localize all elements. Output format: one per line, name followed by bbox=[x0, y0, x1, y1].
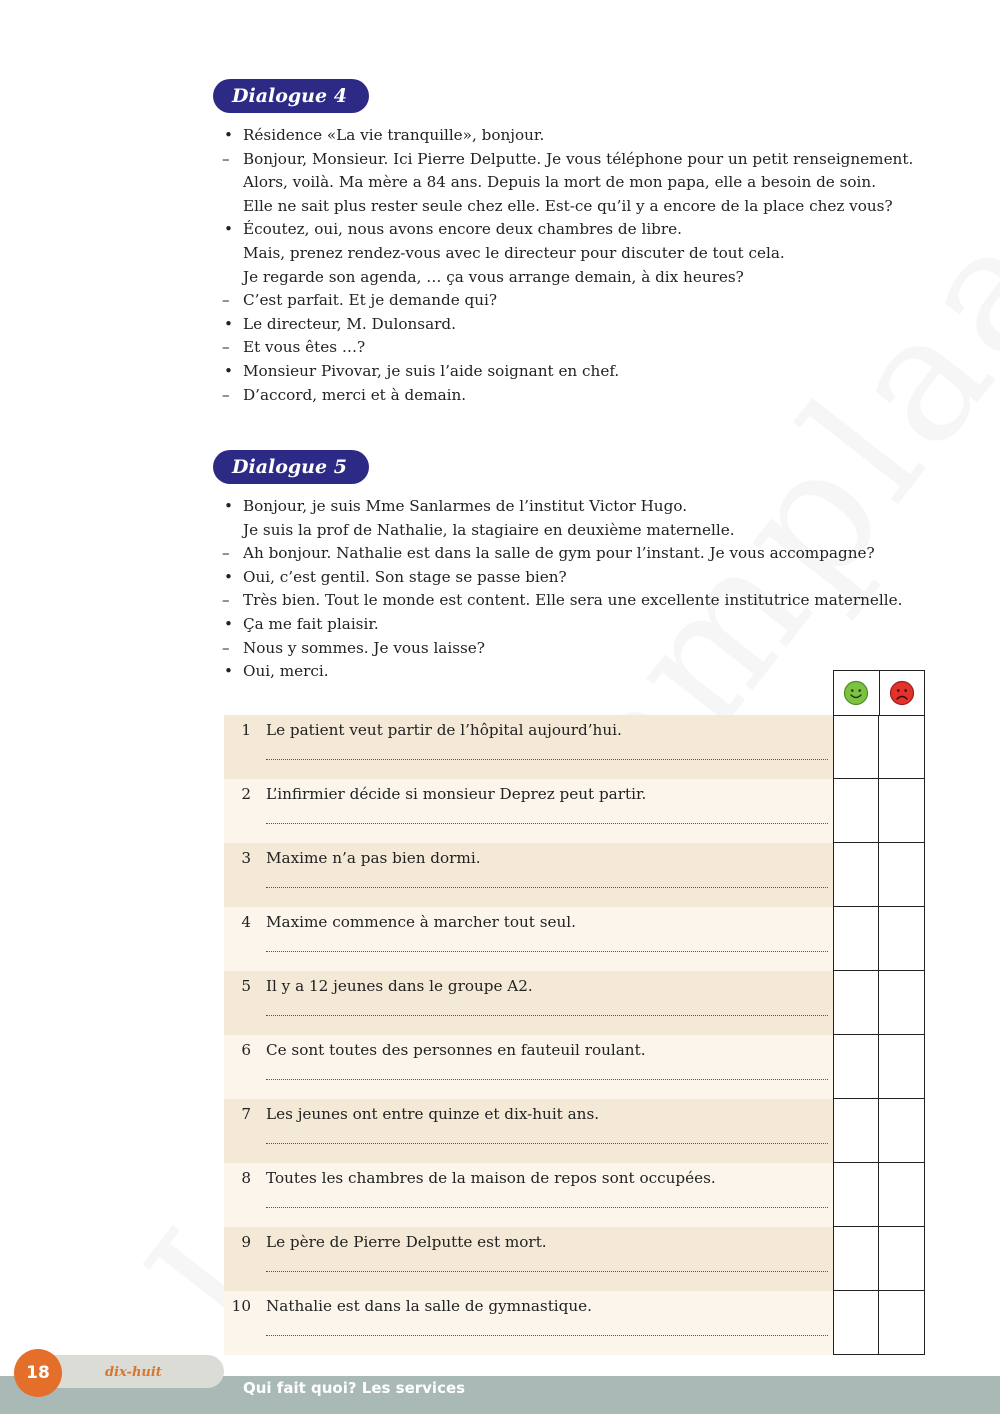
statement-text: Nathalie est dans la salle de gymnastique. bbox=[266, 1297, 592, 1315]
statements-table bbox=[224, 715, 925, 1355]
statement-row bbox=[224, 779, 925, 843]
statement-row bbox=[224, 1099, 925, 1163]
statement-cell bbox=[224, 1291, 833, 1355]
page-number: 18 bbox=[14, 1349, 62, 1397]
answer-line[interactable] bbox=[266, 1335, 828, 1336]
dialogue-5-lines bbox=[222, 495, 902, 684]
statement-number: 6 bbox=[241, 1041, 251, 1059]
statement-cell bbox=[224, 1035, 833, 1099]
dialogue-line: – D’accord, merci et à demain. bbox=[222, 384, 913, 408]
false-checkbox[interactable] bbox=[879, 907, 925, 971]
dialogue-line: – Bonjour, Monsieur. Ici Pierre Delputte. Je vous téléphone pour un petit renseignement. bbox=[222, 148, 913, 172]
statement-row bbox=[224, 1291, 925, 1355]
false-checkbox[interactable] bbox=[879, 715, 925, 779]
answer-line[interactable] bbox=[266, 823, 828, 824]
dialogue-line: – C’est parfait. Et je demande qui? bbox=[222, 289, 913, 313]
false-checkbox[interactable] bbox=[879, 971, 925, 1035]
dialogue-line: • Résidence «La vie tranquille», bonjour. bbox=[222, 124, 913, 148]
dialogue-line: Alors, voilà. Ma mère a 84 ans. Depuis la mort de mon papa, elle a besoin de soin. bbox=[243, 173, 877, 192]
statement-row bbox=[224, 843, 925, 907]
statement-text: Les jeunes ont entre quinze et dix-huit ans. bbox=[266, 1105, 600, 1123]
false-checkbox[interactable] bbox=[879, 1035, 925, 1099]
dialogue-line: • Écoutez, oui, nous avons encore deux chambres de libre. bbox=[222, 218, 913, 242]
statement-row bbox=[224, 1163, 925, 1227]
statement-cell bbox=[224, 1227, 833, 1291]
false-checkbox[interactable] bbox=[879, 779, 925, 843]
false-checkbox[interactable] bbox=[879, 1291, 925, 1355]
true-checkbox[interactable] bbox=[833, 1291, 879, 1355]
statement-cell bbox=[224, 971, 833, 1035]
dialogue-line: Mais, prenez rendez-vous avec le directeur pour discuter de tout cela. bbox=[243, 243, 785, 262]
dialogue-line: – Et vous êtes …? bbox=[222, 336, 913, 360]
dialogue-line: • Oui, c’est gentil. Son stage se passe bien? bbox=[222, 566, 902, 590]
dialogue-line: Je regarde son agenda, … ça vous arrange demain, à dix heures? bbox=[243, 267, 744, 286]
true-checkbox[interactable] bbox=[833, 1035, 879, 1099]
statement-row bbox=[224, 715, 925, 779]
statement-number: 3 bbox=[241, 849, 251, 867]
statement-cell bbox=[224, 1099, 833, 1163]
statement-row bbox=[224, 907, 925, 971]
statement-text: Ce sont toutes des personnes en fauteuil roulant. bbox=[266, 1041, 646, 1059]
true-checkbox[interactable] bbox=[833, 1099, 879, 1163]
true-checkbox[interactable] bbox=[833, 779, 879, 843]
answer-line[interactable] bbox=[266, 951, 828, 952]
dialogue-line: – Nous y sommes. Je vous laisse? bbox=[222, 637, 902, 661]
dialogue-line: Elle ne sait plus rester seule chez elle. Est-ce qu’il y a encore de la place chez vous? bbox=[243, 196, 893, 215]
answer-line[interactable] bbox=[266, 759, 828, 760]
statement-text: Maxime commence à marcher tout seul. bbox=[266, 913, 576, 931]
dialogue-line: • Ça me fait plaisir. bbox=[222, 613, 902, 637]
answer-line[interactable] bbox=[266, 1271, 828, 1272]
dialogue-line: • Monsieur Pivovar, je suis l’aide soignant en chef. bbox=[222, 360, 913, 384]
statement-cell bbox=[224, 1163, 833, 1227]
statement-row bbox=[224, 971, 925, 1035]
false-checkbox[interactable] bbox=[879, 1163, 925, 1227]
statement-text: Il y a 12 jeunes dans le groupe A2. bbox=[266, 977, 533, 995]
dialogue-line: – Très bien. Tout le monde est content. Elle sera une excellente institutrice maternelle. bbox=[222, 589, 902, 613]
dialogue-4-lines bbox=[222, 124, 913, 407]
statement-number: 4 bbox=[241, 913, 251, 931]
dialogue-5-title: Dialogue 5 bbox=[213, 450, 369, 484]
statement-number: 8 bbox=[241, 1169, 251, 1187]
answer-column-header bbox=[833, 670, 925, 716]
answer-line[interactable] bbox=[266, 1079, 828, 1080]
statement-number: 2 bbox=[241, 785, 251, 803]
answer-line[interactable] bbox=[266, 1143, 828, 1144]
statement-text: Maxime n’a pas bien dormi. bbox=[266, 849, 481, 867]
false-checkbox[interactable] bbox=[879, 843, 925, 907]
page-number-word: dix-huit bbox=[105, 1365, 162, 1380]
false-column-header bbox=[879, 671, 925, 715]
statement-text: L’infirmier décide si monsieur Deprez peut partir. bbox=[266, 785, 647, 803]
true-column-header bbox=[834, 671, 879, 715]
statement-row bbox=[224, 1035, 925, 1099]
true-checkbox[interactable] bbox=[833, 907, 879, 971]
true-checkbox[interactable] bbox=[833, 1227, 879, 1291]
true-checkbox[interactable] bbox=[833, 843, 879, 907]
dialogue-line: • Bonjour, je suis Mme Sanlarmes de l’institut Victor Hugo. bbox=[222, 495, 902, 519]
false-checkbox[interactable] bbox=[879, 1227, 925, 1291]
dialogue-4-title: Dialogue 4 bbox=[213, 79, 369, 113]
true-checkbox[interactable] bbox=[833, 715, 879, 779]
answer-line[interactable] bbox=[266, 887, 828, 888]
statement-number: 1 bbox=[241, 721, 251, 739]
false-checkbox[interactable] bbox=[879, 1099, 925, 1163]
dialogue-line: – Ah bonjour. Nathalie est dans la salle de gym pour l’instant. Je vous accompagne? bbox=[222, 542, 902, 566]
statement-text: Toutes les chambres de la maison de repos sont occupées. bbox=[266, 1169, 716, 1187]
statement-text: Le père de Pierre Delputte est mort. bbox=[266, 1233, 547, 1251]
statement-cell bbox=[224, 779, 833, 843]
statement-cell bbox=[224, 843, 833, 907]
smiley-happy-icon bbox=[843, 680, 869, 706]
chapter-title: Qui fait quoi? Les services bbox=[243, 1379, 466, 1397]
true-checkbox[interactable] bbox=[833, 1163, 879, 1227]
dialogue-line: • Le directeur, M. Dulonsard. bbox=[222, 313, 913, 337]
statement-text: Le patient veut partir de l’hôpital aujourd’hui. bbox=[266, 721, 622, 739]
answer-line[interactable] bbox=[266, 1207, 828, 1208]
statement-number: 9 bbox=[241, 1233, 251, 1251]
true-checkbox[interactable] bbox=[833, 971, 879, 1035]
answer-line[interactable] bbox=[266, 1015, 828, 1016]
dialogue-line: Je suis la prof de Nathalie, la stagiaire en deuxième maternelle. bbox=[243, 520, 735, 539]
dialogue-line: • Oui, merci. bbox=[222, 660, 902, 684]
statement-number: 5 bbox=[241, 977, 251, 995]
statement-number: 7 bbox=[241, 1105, 251, 1123]
smiley-sad-icon bbox=[889, 680, 915, 706]
statement-cell bbox=[224, 907, 833, 971]
statement-cell bbox=[224, 715, 833, 779]
statement-row bbox=[224, 1227, 925, 1291]
statement-number: 10 bbox=[231, 1297, 251, 1315]
